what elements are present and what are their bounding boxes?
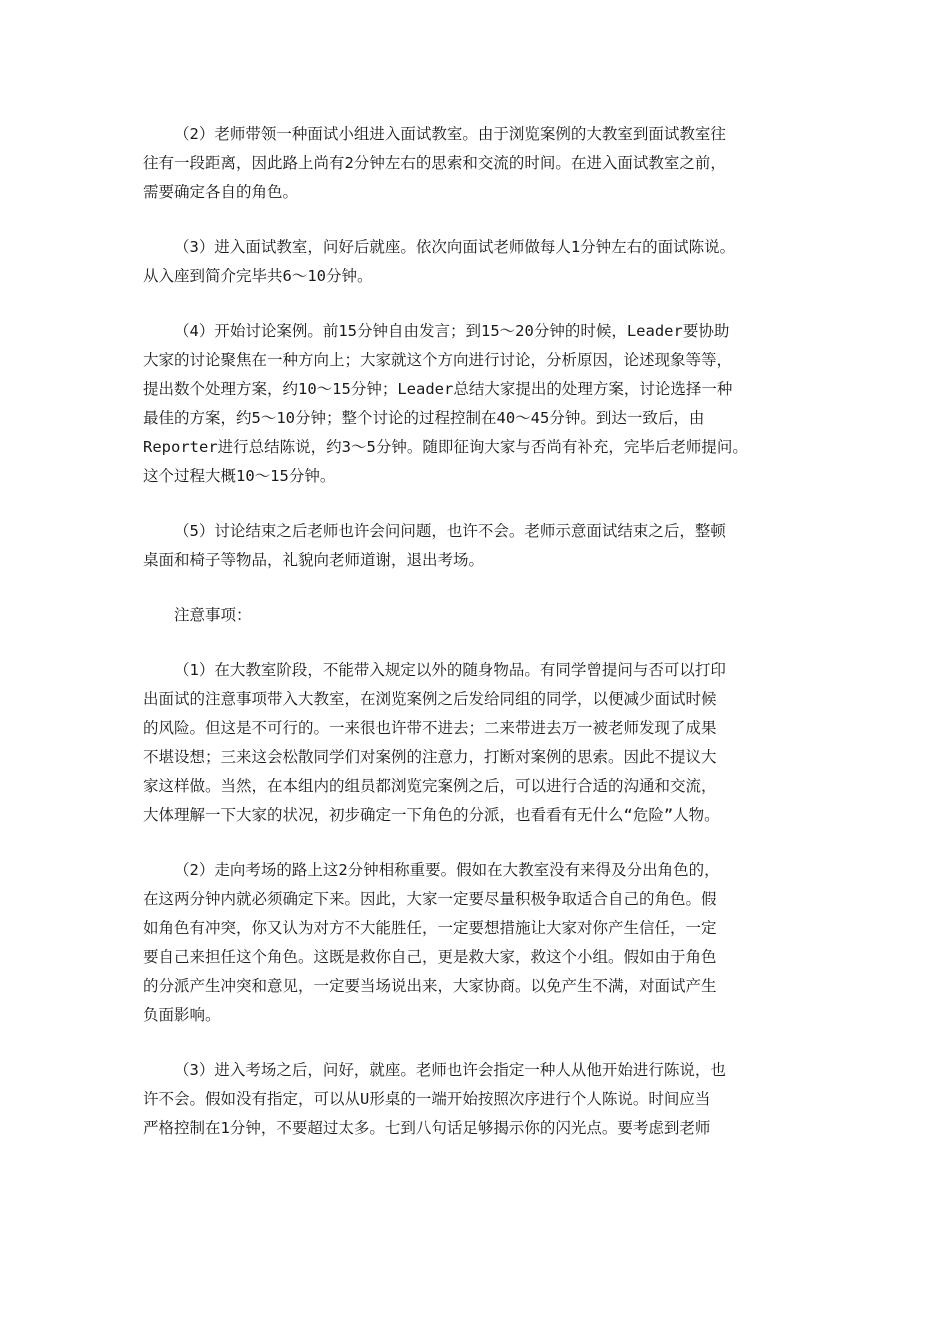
paragraph-step-5	[143, 517, 809, 575]
text-line: （2）老师带领一种面试小组进入面试教室。由于浏览案例的大教室到面试教室往	[174, 125, 726, 143]
paragraph-notice-1	[143, 656, 809, 830]
text-line: 家这样做。当然，在本组内的组员都浏览完案例之后，可以进行合适的沟通和交流，	[143, 777, 717, 795]
text-line: （2）走向考场的路上这2分钟相称重要。假如在大教室没有来得及分出角色的，	[174, 861, 720, 879]
text-line: 大家的讨论聚焦在一种方向上；大家就这个方向进行讨论，分析原因，论述现象等等，	[143, 351, 733, 369]
text-line: 往有一段距离，因此路上尚有2分钟左右的思索和交流的时间。在进入面试教室之前，	[143, 154, 726, 172]
text-line: 的分派产生冲突和意见，一定要当场说出来，大家协商。以免产生不满，对面试产生	[143, 977, 717, 995]
text-line: 在这两分钟内就必须确定下来。因此，大家一定要尽量积极争取适合自己的角色。假	[143, 890, 717, 908]
text-line: 提出数个处理方案，约10～15分钟；Leader总结大家提出的处理方案，讨论选择一种	[143, 380, 733, 398]
text-line: 桌面和椅子等物品，礼貌向老师道谢，退出考场。	[143, 551, 485, 569]
text-line: （3）进入考场之后，问好，就座。老师也许会指定一种人从他开始进行陈说，也	[174, 1061, 726, 1079]
text-line: （3）进入面试教室，问好后就座。依次向面试老师做每人1分钟左右的面试陈说。	[174, 238, 736, 256]
text-line: 负面影响。	[143, 1006, 221, 1024]
text-line: 这个过程大概10～15分钟。	[143, 467, 336, 485]
document-body	[143, 120, 809, 1169]
text-line: 需要确定各自的角色。	[143, 183, 299, 201]
text-line: 许不会。假如没有指定，可以从U形桌的一端开始按照次序进行个人陈说。时间应当	[143, 1090, 711, 1108]
text-line: 从入座到简介完毕共6～10分钟。	[143, 267, 373, 285]
text-line: （5）讨论结束之后老师也许会问问题，也许不会。老师示意面试结束之后，整顿	[174, 522, 726, 540]
text-line: 不堪设想；三来这会松散同学们对案例的注意力，打断对案例的思索。因此不提议大	[143, 748, 717, 766]
paragraph-step-3	[143, 233, 809, 291]
text-line: 严格控制在1分钟，不要超过太多。七到八句话足够揭示你的闪光点。要考虑到老师	[143, 1119, 711, 1137]
text-line: Reporter进行总结陈说，约3～5分钟。随即征询大家与否尚有补充，完毕后老师提问。	[143, 438, 748, 456]
text-line: 最佳的方案，约5～10分钟；整个讨论的过程控制在40～45分钟。到达一致后，由	[143, 409, 705, 427]
notice-heading: 注意事项：	[174, 606, 252, 624]
text-line: 出面试的注意事项带入大教室，在浏览案例之后发给同组的同学，以便减少面试时候	[143, 690, 717, 708]
text-line: （1）在大教室阶段，不能带入规定以外的随身物品。有同学曾提问与否可以打印	[174, 661, 726, 679]
text-line: 要自己来担任这个角色。这既是救你自己，更是救大家，救这个小组。假如由于角色	[143, 948, 717, 966]
text-line: （4）开始讨论案例。前15分钟自由发言；到15～20分钟的时候，Leader要协助	[174, 322, 730, 340]
paragraph-notice-3	[143, 1056, 809, 1143]
text-line: 如角色有冲突，你又认为对方不大能胜任，一定要想措施让大家对你产生信任，一定	[143, 919, 717, 937]
paragraph-step-4	[143, 317, 809, 491]
text-line: 的风险。但这是不可行的。一来很也许带不进去；二来带进去万一被老师发现了成果	[143, 719, 717, 737]
paragraph-step-2	[143, 120, 809, 207]
paragraph-notice-2	[143, 856, 809, 1030]
text-line: 大体理解一下大家的状况，初步确定一下角色的分派，也看看有无什么“危险”人物。	[143, 806, 720, 824]
